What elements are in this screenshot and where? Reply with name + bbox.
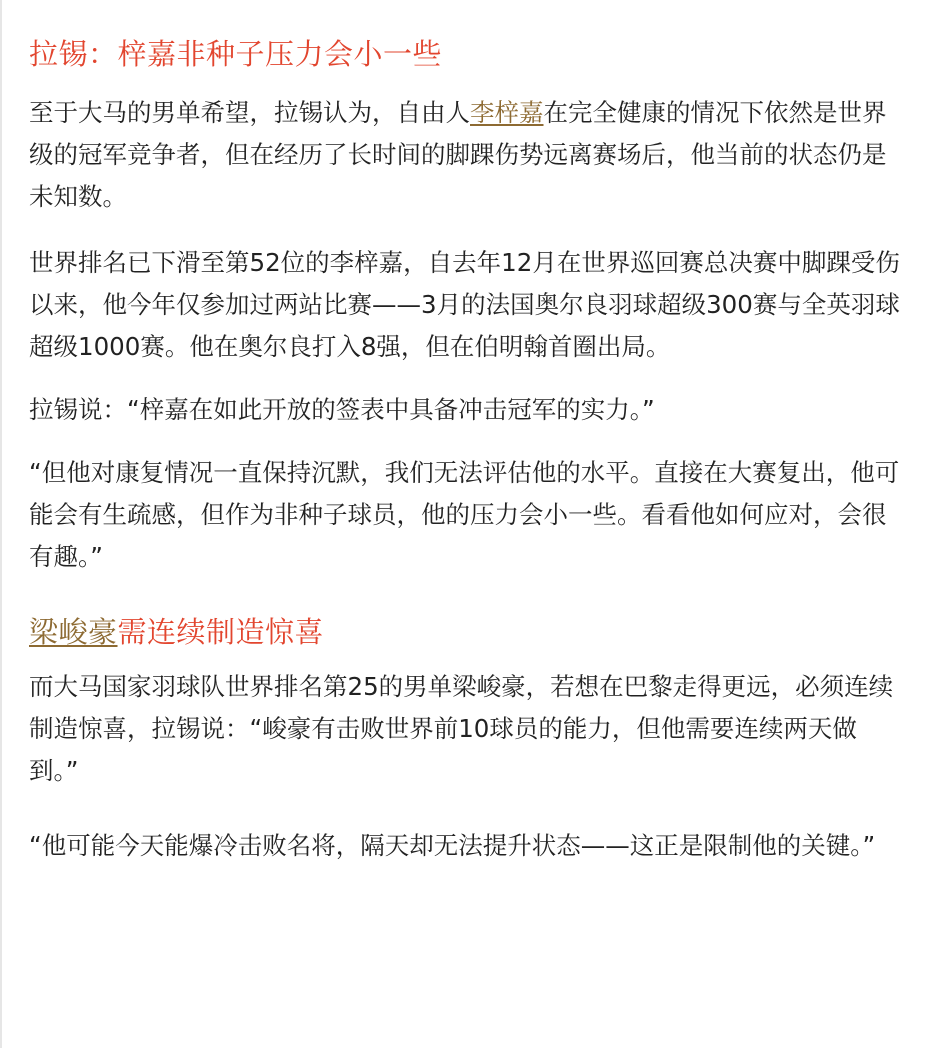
paragraph-ranking: 世界排名已下滑至第52位的李梓嘉，自去年12月在世界巡回赛总决赛中脚踝受伤以来，他今年仅参加过两站比赛——3月的法国奥尔良羽球超级300赛与全英羽球超级1000赛。他在奥尔良打入8强，但在伯明翰首圈出局。 [29, 248, 900, 361]
section-heading-laxi: 拉锡：梓嘉非种子压力会小一些 [29, 37, 443, 71]
section-heading-rest: 需连续制造惊喜 [117, 615, 325, 649]
paragraph-quote-3: “他可能今天能爆冷击败名将，隔天却无法提升状态——这正是限制他的关键。” [29, 831, 876, 860]
paragraph-text-after-link: 在完全健康的情况下依然是世界级的冠军竞争者，但在经历了长时间的脚踝伤势远离赛场后，他当前的状态仍是未知数。 [29, 98, 887, 211]
lee-zii-jia-link[interactable]: 李梓嘉 [470, 98, 544, 127]
paragraph-quote-1: 拉锡说：“梓嘉在如此开放的签表中具备冲击冠军的实力。” [29, 395, 655, 424]
paragraph-text-before-link: 至于大马的男单希望，拉锡认为，自由人 [29, 98, 470, 127]
article-body [29, 30, 905, 867]
paragraph-quote-2: “但他对康复情况一直保持沉默，我们无法评估他的水平。直接在大赛复出，他可能会有生疏感，但作为非种子球员，他的压力会小一些。看看他如何应对，会很有趣。” [29, 458, 900, 571]
section-heading-ng-tze-yong [29, 608, 905, 656]
paragraph-lee-zii-jia-hope [29, 92, 905, 218]
paragraph-ng-tze-yong: 而大马国家羽球队世界排名第25的男单梁峻豪，若想在巴黎走得更远，必须连续制造惊喜，拉锡说：“峻豪有击败世界前10球员的能力，但他需要连续两天做到。” [29, 672, 894, 785]
ng-tze-yong-link[interactable]: 梁峻豪 [29, 615, 118, 649]
left-border-line [0, 0, 2, 1048]
